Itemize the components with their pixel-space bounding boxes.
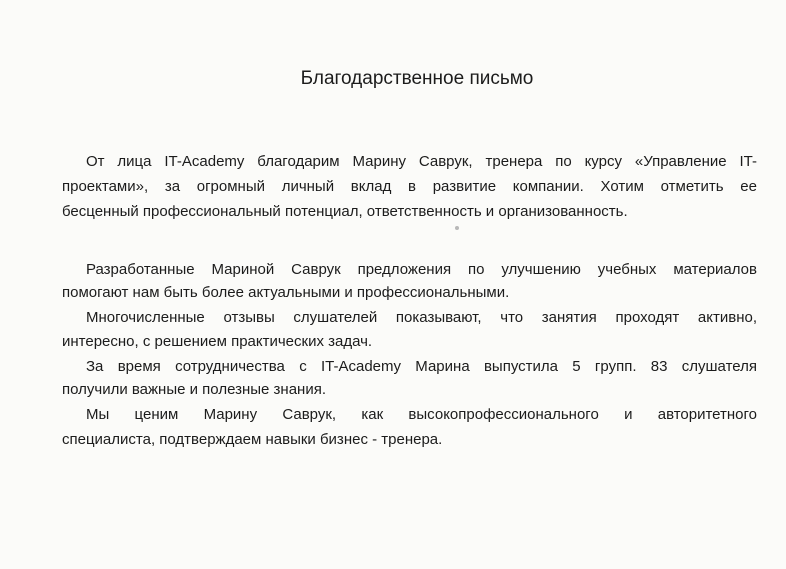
text-line: От лица IT-Academy благодарим Марину Саврук, тренера по курсу «Управление IT- bbox=[86, 153, 757, 170]
text-line: бесценный профессиональный потенциал, ответственность и организованность. bbox=[62, 203, 628, 220]
text-line: Многочисленные отзывы слушателей показывают, что занятия проходят активно, bbox=[86, 309, 757, 326]
letter-title: Благодарственное письмо bbox=[300, 68, 534, 89]
text-line: помогают нам быть более актуальными и профессиональными. bbox=[62, 284, 510, 301]
text-line: Мы ценим Марину Саврук, как высокопрофессионального и авторитетного bbox=[86, 406, 757, 423]
text-line: специалиста, подтверждаем навыки бизнес - тренера. bbox=[62, 431, 443, 448]
text-line: За время сотрудничества с IT-Academy Марина выпустила 5 групп. 83 слушателя bbox=[86, 358, 757, 375]
scan-speck bbox=[455, 226, 459, 230]
text-line: интересно, с решением практических задач. bbox=[62, 333, 373, 350]
text-line: получили важные и полезные знания. bbox=[62, 381, 326, 398]
text-line: Разработанные Мариной Саврук предложения по улучшению учебных материалов bbox=[86, 261, 757, 278]
text-line: проектами», за огромный личный вклад в развитие компании. Хотим отметить ее bbox=[62, 178, 757, 195]
